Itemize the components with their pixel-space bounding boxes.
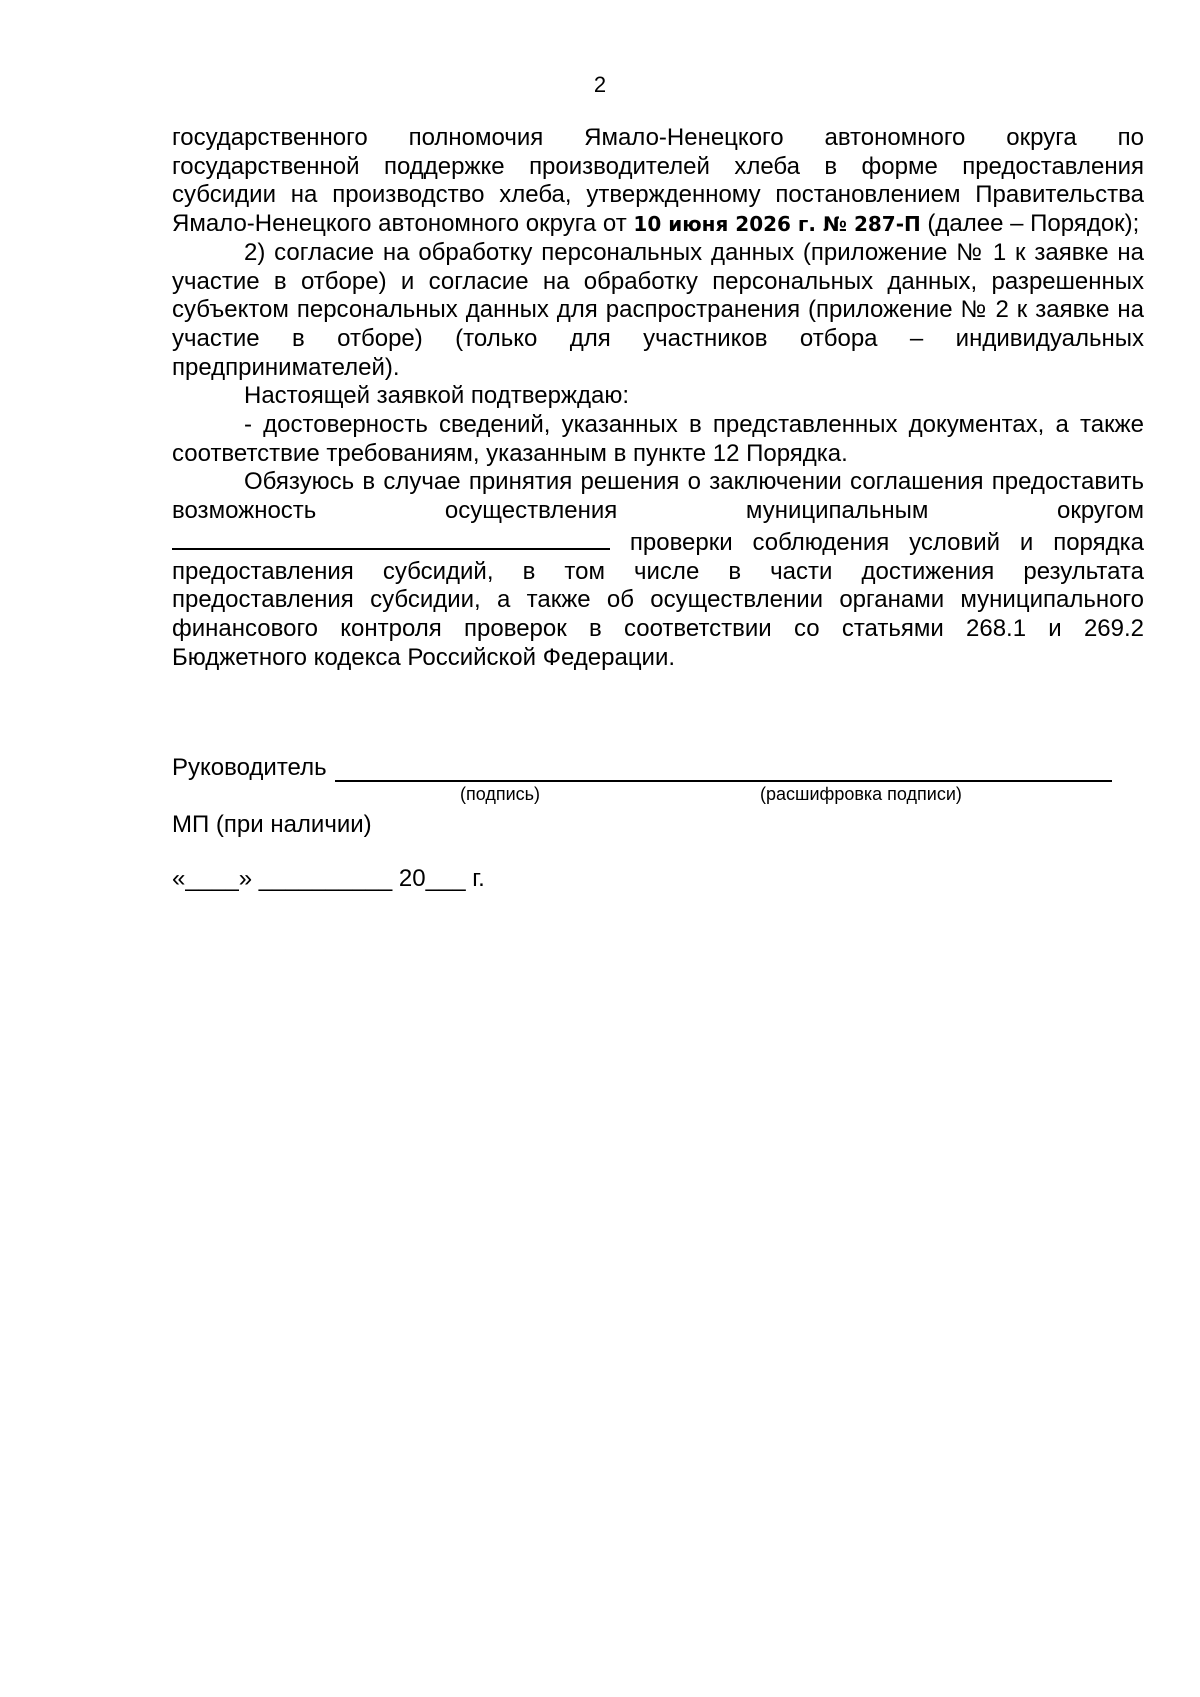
paragraph-obligation xyxy=(172,468,1144,672)
paragraph-consent: 2) согласие на обработку персональных данных (приложение № 1 к заявке на участие в отборе) и согласие на обработку персональных данных, разрешенных субъектом персональных данных для распространения (приложение № 2 к заявке на участие в отборе) (только для участников отбора – индивидуальных предпринимателей). xyxy=(172,238,1144,381)
date-line[interactable]: «____» __________ 20___ г. xyxy=(172,865,485,892)
resolution-reference: 10 июня 2026 г. № 287-П xyxy=(633,212,921,237)
signature-line[interactable] xyxy=(335,756,1112,782)
page-number: 2 xyxy=(593,72,607,97)
document-body xyxy=(172,124,1144,672)
paragraph-text: проверки соблюдения условий и порядка предоставления субсидий, в том числе в части достижения результата предоставления субсидии, а также об осуществлении органами муниципального финансового контроля проверок в соответствии со статьями 268.1 и 269.2 Бюджетного кодекса Российской Федерации. xyxy=(172,528,1144,671)
municipal-district-blank-field[interactable] xyxy=(172,526,610,550)
seal-label: МП (при наличии) xyxy=(172,811,372,838)
paragraph-text: Обязуюсь в случае принятия решения о заключении соглашения предоставить возможность осуществления муниципальным округом xyxy=(172,468,1144,525)
paragraph-text: государственного полномочия Ямало-Ненецкого автономного округа по государственной поддержке производителей хлеба в форме предоставления субсидии на производство хлеба, утвержденному постановлением Правительства Ямало-Ненецкого автономного округа от xyxy=(172,124,1144,238)
signature-block xyxy=(172,752,1112,894)
paragraph-procedure-reference xyxy=(172,124,1144,239)
signature-captions xyxy=(172,782,1112,806)
head-label: Руководитель xyxy=(172,754,327,781)
paragraph-reliability: - достоверность сведений, указанных в представленных документах, а также соответствие требованиям, указанным в пункте 12 Порядка. xyxy=(172,411,1144,467)
caption-decoding: (расшифровка подписи) xyxy=(760,784,962,804)
caption-signature: (подпись) xyxy=(460,784,541,804)
paragraph-confirm: Настоящей заявкой подтверждаю: xyxy=(244,382,629,410)
signature-row xyxy=(172,752,1112,782)
paragraph-text: (далее – Порядок); xyxy=(927,210,1140,238)
